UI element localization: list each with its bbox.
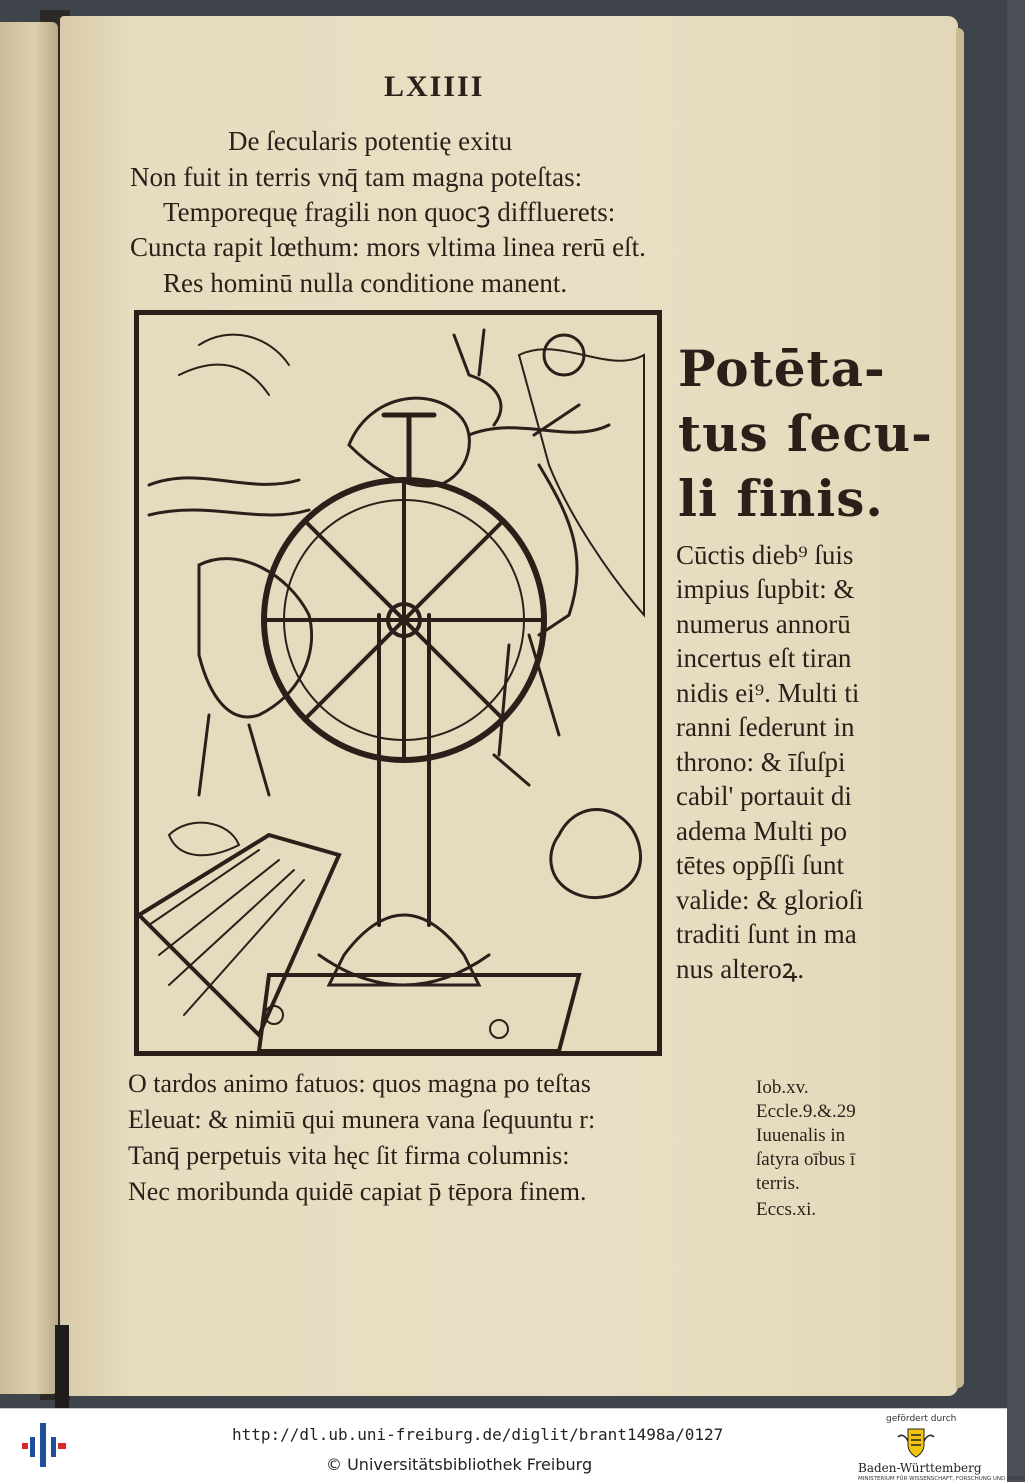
side-text-line: Cūctis dieb⁹ ſuis bbox=[676, 540, 854, 570]
side-text-line: throno: & īſuſpi bbox=[676, 747, 846, 777]
side-text-line: ranni ſederunt in bbox=[676, 712, 855, 742]
margin-reference: Eccle.9.&.29 bbox=[756, 1101, 856, 1122]
coat-of-arms-icon bbox=[896, 1427, 936, 1459]
copyright-notice: © Universitätsbibliothek Freiburg bbox=[326, 1455, 593, 1474]
section-heading: tus ſecu- bbox=[678, 404, 933, 463]
side-text-line: tētes opp̄ſſi ſunt bbox=[676, 850, 844, 880]
section-heading: Potēta- bbox=[678, 339, 886, 398]
side-text-line: valide: & glorioſi bbox=[676, 885, 864, 915]
ub-freiburg-logo-icon bbox=[22, 1421, 66, 1471]
permalink-url[interactable]: http://dl.ub.uni-freiburg.de/diglit/brant1498a/0127 bbox=[232, 1425, 724, 1444]
verse-line: Eleuat: & nimiū qui munera vana ſequuntu r: bbox=[128, 1105, 596, 1134]
side-text-line: traditi ſunt in ma bbox=[676, 919, 857, 949]
verse-line: Temporequę fragili non quocꝫ diffluerets: bbox=[163, 197, 616, 227]
viewer-footer bbox=[0, 1408, 1025, 1482]
verse-line: Tanq̄ perpetuis vita hęc ſit firma columnis: bbox=[128, 1141, 570, 1170]
folio-number: LXIIII bbox=[384, 70, 485, 103]
side-text-line: numerus annorū bbox=[676, 609, 851, 639]
verse-line: Nec moribunda quidē capiat p̄ tēpora finem. bbox=[128, 1177, 587, 1206]
verse-line: O tardos animo fatuos: quos magna po teſtas bbox=[128, 1069, 591, 1098]
margin-reference: Iob.xv. bbox=[756, 1077, 809, 1098]
margin-reference: terris. bbox=[756, 1173, 800, 1194]
verse-line: Res hominū nulla conditione manent. bbox=[163, 268, 568, 298]
previous-page-edge bbox=[0, 22, 58, 1394]
side-text-line: impius ſupbit: & bbox=[676, 574, 855, 604]
verse-title: De ſecularis potentię exitu bbox=[228, 126, 513, 156]
margin-reference: ſatyra oībus ī bbox=[756, 1149, 856, 1170]
bookmark-ribbon bbox=[55, 1325, 69, 1415]
sponsor-ministry: MINISTERIUM FÜR WISSENSCHAFT, FORSCHUNG UND KUNST bbox=[858, 1476, 1025, 1482]
side-text-line: nus alteroꝝ. bbox=[676, 954, 805, 984]
verse-line: Non fuit in terris vnq̄ tam magna poteſtas: bbox=[130, 162, 583, 192]
sponsor-caption: gefördert durch bbox=[886, 1414, 957, 1424]
verse-line: Cuncta rapit lœthum: mors vltima linea rerū eſt. bbox=[130, 232, 646, 262]
side-text-line: adema Multi po bbox=[676, 816, 847, 846]
woodcut-illustration bbox=[134, 310, 662, 1056]
sponsor-name: Baden-Württemberg bbox=[858, 1461, 982, 1475]
side-text-line: nidis ei⁹. Multi ti bbox=[676, 678, 860, 708]
side-text-line: cabil' portauit di bbox=[676, 781, 852, 811]
margin-reference: Iuuenalis in bbox=[756, 1125, 846, 1146]
section-heading: li finis. bbox=[678, 469, 884, 528]
margin-reference: Eccs.xi. bbox=[756, 1199, 817, 1220]
side-text-line: incertus eſt tiran bbox=[676, 643, 852, 673]
wheel-of-fortune-icon bbox=[139, 315, 657, 1051]
